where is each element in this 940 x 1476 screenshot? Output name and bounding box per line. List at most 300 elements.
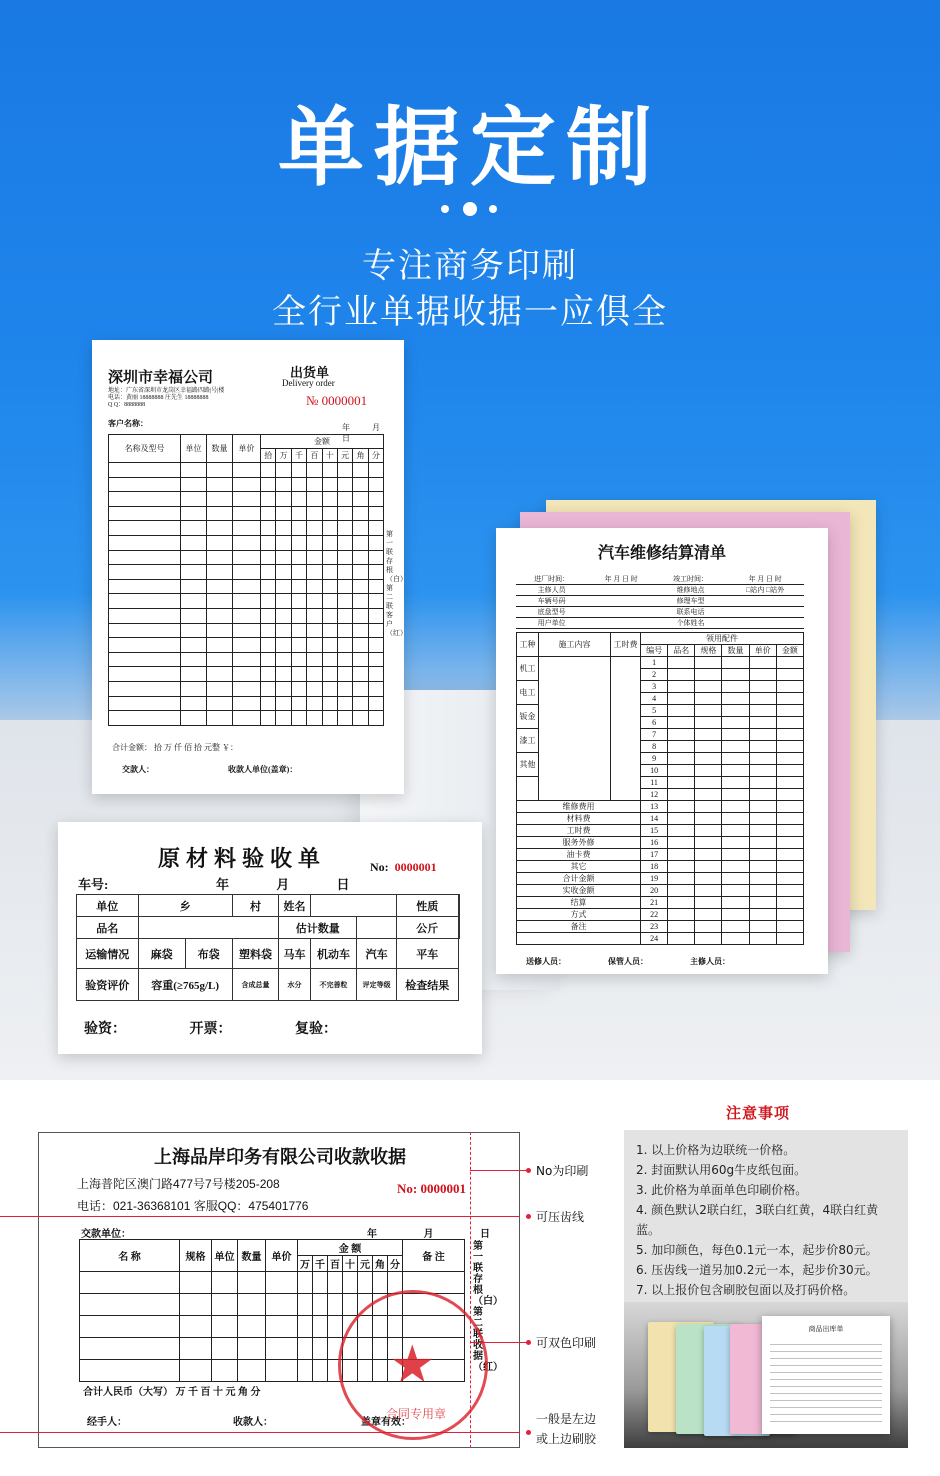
table-cell: 金额	[261, 435, 384, 449]
table-cell: 检查结果	[396, 969, 458, 1001]
date-label: 年 月 日	[216, 877, 372, 892]
star-icon: ★	[389, 1337, 436, 1394]
table-cell: 名称及型号	[109, 435, 181, 463]
table-cell	[291, 463, 306, 478]
table-cell	[109, 565, 181, 580]
table-cell: 评定等级	[357, 969, 397, 1001]
table-cell	[373, 1272, 388, 1294]
table-cell	[307, 477, 322, 492]
hero-subtitle-1: 专注商务印刷	[362, 246, 578, 286]
table-cell: 19	[641, 873, 668, 885]
table-cell	[668, 789, 695, 801]
table-cell	[207, 623, 233, 638]
car-repair-statement-sample	[496, 528, 828, 974]
table-cell	[180, 1272, 212, 1294]
table-cell	[337, 623, 352, 638]
table-cell	[109, 579, 181, 594]
number-label: No:	[370, 860, 389, 874]
notes-title: 注意事项	[726, 1104, 791, 1122]
customer-label: 交款单位：	[81, 1229, 131, 1240]
table-row	[77, 969, 460, 1001]
table-cell	[310, 895, 396, 917]
table-cell	[368, 638, 383, 653]
table-cell: 其它	[517, 861, 641, 873]
table-cell	[276, 638, 291, 653]
table-cell	[266, 1272, 298, 1294]
total-line: 合计人民币（大写） 万 千 百 十 元 角 分	[83, 1387, 261, 1398]
table-cell	[776, 717, 803, 729]
table-cell	[109, 506, 181, 521]
table-cell: 千	[313, 1256, 328, 1272]
table-cell	[337, 535, 352, 550]
table-cell	[109, 696, 181, 711]
table-cell	[368, 681, 383, 696]
material-table	[76, 894, 460, 1001]
table-cell	[722, 717, 749, 729]
table-cell	[233, 477, 261, 492]
table-cell	[207, 506, 233, 521]
table-cell	[368, 477, 383, 492]
table-cell	[695, 813, 722, 825]
table-cell: 机工	[517, 657, 539, 681]
table-cell	[353, 638, 368, 653]
table-row	[517, 897, 804, 909]
table-cell	[722, 909, 749, 921]
table-cell	[722, 753, 749, 765]
payer-label: 交款人：	[122, 765, 154, 774]
table-cell	[695, 897, 722, 909]
table-cell	[368, 506, 383, 521]
table-cell	[291, 521, 306, 536]
table-cell	[722, 741, 749, 753]
table-cell	[776, 777, 803, 789]
delivery-table	[108, 434, 384, 726]
table-cell	[337, 506, 352, 521]
table-cell	[353, 594, 368, 609]
table-cell	[337, 565, 352, 580]
table-cell	[539, 657, 611, 801]
table-cell	[368, 711, 383, 726]
table-cell	[261, 550, 276, 565]
table-cell	[776, 801, 803, 813]
table-row	[517, 633, 804, 645]
callout-dot	[526, 1168, 531, 1173]
table-cell: 姓名	[279, 895, 310, 917]
table-cell	[207, 667, 233, 682]
serial-number: No: 0000001	[397, 1181, 466, 1196]
table-cell: 主修人员	[516, 585, 587, 596]
table-cell	[668, 933, 695, 945]
table-cell: 结算	[517, 897, 641, 909]
note-item: 4. 颜色默认2联白红，3联白红黄，4联白红黄蓝。	[636, 1203, 879, 1237]
table-cell	[695, 873, 722, 885]
table-cell	[337, 667, 352, 682]
table-cell	[668, 765, 695, 777]
table-cell	[695, 669, 722, 681]
table-cell: 20	[641, 885, 668, 897]
table-cell	[233, 681, 261, 696]
table-cell	[322, 477, 337, 492]
table-cell: 其他	[517, 753, 539, 777]
table-cell: 备注	[517, 921, 641, 933]
table-cell	[291, 565, 306, 580]
table-cell	[261, 638, 276, 653]
table-cell	[776, 741, 803, 753]
table-cell: 电工	[517, 681, 539, 705]
table-cell	[337, 463, 352, 478]
table-cell	[722, 729, 749, 741]
note-item: 6. 压齿线一道另加0.2元一本，起步价30元。	[636, 1263, 878, 1277]
note-item: 3. 此价格为单面单色印刷价格。	[636, 1183, 808, 1197]
serial-number	[370, 860, 437, 875]
table-cell	[353, 550, 368, 565]
table-cell	[298, 1294, 313, 1316]
table-cell: 进厂时间：	[516, 574, 587, 585]
table-cell	[307, 463, 322, 478]
form-title: 出货单	[290, 365, 330, 380]
table-cell	[322, 565, 337, 580]
table-row	[516, 574, 804, 585]
table-cell	[266, 1316, 298, 1338]
table-cell	[291, 594, 306, 609]
table-cell	[233, 506, 261, 521]
table-cell: 单价	[749, 645, 776, 657]
table-cell	[749, 693, 776, 705]
table-cell: 10	[641, 765, 668, 777]
table-cell	[322, 535, 337, 550]
table-cell	[328, 1316, 343, 1338]
table-cell	[313, 1338, 328, 1360]
table-cell: 24	[641, 933, 668, 945]
table-row	[516, 607, 804, 618]
table-cell	[80, 1338, 180, 1360]
table-cell	[322, 638, 337, 653]
table-cell: 名 称	[80, 1240, 180, 1272]
table-cell	[238, 1294, 266, 1316]
table-cell	[291, 535, 306, 550]
table-cell	[291, 506, 306, 521]
callout-dot	[526, 1430, 531, 1435]
table-cell	[749, 921, 776, 933]
table-cell	[276, 463, 291, 478]
company-name: 深圳市幸福公司	[108, 370, 214, 386]
table-cell	[109, 492, 181, 507]
repair-body-table	[516, 632, 804, 945]
table-cell	[181, 521, 207, 536]
table-cell: 15	[641, 825, 668, 837]
table-cell	[207, 608, 233, 623]
table-cell	[722, 705, 749, 717]
table-cell	[307, 579, 322, 594]
table-cell	[749, 657, 776, 669]
table-cell	[722, 837, 749, 849]
table-cell	[322, 681, 337, 696]
table-cell: 工种	[517, 633, 539, 657]
table-cell: 分	[388, 1256, 403, 1272]
table-cell: 规格	[695, 645, 722, 657]
front-form-title: 商品出库单	[808, 1325, 844, 1333]
table-cell	[276, 652, 291, 667]
table-cell	[109, 535, 181, 550]
table-cell	[368, 696, 383, 711]
note-item: 2. 封面默认用60g牛皮纸包面。	[636, 1163, 807, 1177]
table-cell	[238, 1360, 266, 1382]
table-cell	[668, 705, 695, 717]
table-cell	[722, 849, 749, 861]
table-cell	[207, 652, 233, 667]
table-cell	[353, 477, 368, 492]
table-cell	[353, 521, 368, 536]
table-cell: 角	[373, 1256, 388, 1272]
table-cell	[261, 711, 276, 726]
callout-leader	[470, 1170, 528, 1171]
table-cell	[181, 535, 207, 550]
table-cell: 拾	[261, 449, 276, 463]
table-cell: 千	[291, 449, 306, 463]
table-cell	[266, 1360, 298, 1382]
table-cell	[749, 753, 776, 765]
table-cell	[261, 579, 276, 594]
table-cell	[207, 594, 233, 609]
table-cell: 麻袋	[138, 939, 185, 969]
table-cell: 16	[641, 837, 668, 849]
table-cell	[307, 681, 322, 696]
table-cell	[353, 652, 368, 667]
table-cell: 修理车型	[655, 596, 726, 607]
table-cell	[695, 657, 722, 669]
address-line: Q Q：8888888	[108, 402, 146, 408]
table-cell	[517, 933, 641, 945]
table-cell: □站内 □站外	[726, 585, 804, 596]
table-cell	[207, 463, 233, 478]
table-cell	[368, 463, 383, 478]
copy-side-text: 第一联存根（白）第二联收据（红）	[473, 1241, 503, 1373]
table-cell	[307, 652, 322, 667]
table-cell	[353, 696, 368, 711]
table-cell	[668, 801, 695, 813]
table-row	[517, 657, 804, 669]
table-cell	[587, 585, 655, 596]
table-cell	[776, 921, 803, 933]
table-cell	[368, 492, 383, 507]
table-cell: 规格	[180, 1240, 212, 1272]
table-cell: 14	[641, 813, 668, 825]
table-cell	[207, 638, 233, 653]
table-cell	[261, 623, 276, 638]
table-cell	[181, 477, 207, 492]
table-cell	[322, 463, 337, 478]
table-cell	[337, 652, 352, 667]
table-cell	[722, 897, 749, 909]
table-cell	[749, 837, 776, 849]
table-cell	[298, 1338, 313, 1360]
receipt-phone: 电话：021-36368101 客服QQ：475401776	[77, 1199, 309, 1213]
table-cell	[322, 594, 337, 609]
table-cell: 维修地点	[655, 585, 726, 596]
table-cell	[695, 909, 722, 921]
table-cell: 5	[641, 705, 668, 717]
table-cell	[291, 652, 306, 667]
table-cell: 用户单位	[516, 618, 587, 629]
table-cell	[109, 652, 181, 667]
table-row	[109, 623, 384, 638]
pager-dots	[441, 200, 501, 218]
table-cell	[291, 681, 306, 696]
table-cell	[233, 608, 261, 623]
table-row	[517, 837, 804, 849]
table-cell: 十	[322, 449, 337, 463]
table-cell	[776, 861, 803, 873]
callout-dot	[526, 1214, 531, 1219]
table-cell	[207, 711, 233, 726]
table-cell	[695, 765, 722, 777]
table-row	[517, 933, 804, 945]
table-cell	[668, 717, 695, 729]
table-cell	[337, 711, 352, 726]
table-cell	[307, 565, 322, 580]
callout-leader	[470, 1342, 528, 1343]
table-cell	[695, 705, 722, 717]
table-cell	[343, 1272, 358, 1294]
table-cell	[695, 885, 722, 897]
table-cell	[353, 506, 368, 521]
table-cell	[353, 608, 368, 623]
car-number-label: 车号:	[78, 877, 109, 892]
table-cell	[337, 477, 352, 492]
table-cell: 2	[641, 669, 668, 681]
table-cell: 服务外修	[517, 837, 641, 849]
table-cell: 乡	[138, 895, 232, 917]
table-cell	[181, 638, 207, 653]
table-cell	[749, 801, 776, 813]
table-cell	[276, 506, 291, 521]
table-cell	[276, 623, 291, 638]
table-cell	[722, 681, 749, 693]
table-cell	[233, 463, 261, 478]
table-cell	[776, 849, 803, 861]
table-cell	[207, 565, 233, 580]
table-cell	[212, 1360, 238, 1382]
table-cell	[322, 550, 337, 565]
table-cell	[776, 705, 803, 717]
table-cell	[368, 579, 383, 594]
serial-number: № 0000001	[306, 393, 368, 408]
table-cell	[212, 1338, 238, 1360]
table-cell	[181, 565, 207, 580]
table-cell: 方式	[517, 909, 641, 921]
table-cell	[322, 492, 337, 507]
table-cell	[233, 492, 261, 507]
table-cell	[668, 741, 695, 753]
table-cell	[109, 463, 181, 478]
table-cell: 性质	[396, 895, 458, 917]
table-cell	[337, 521, 352, 536]
table-cell: 数量	[238, 1240, 266, 1272]
table-cell	[695, 849, 722, 861]
table-cell	[353, 623, 368, 638]
table-cell: 塑料袋	[232, 939, 279, 969]
table-cell	[749, 873, 776, 885]
table-cell: 底盘型号	[516, 607, 587, 618]
table-cell	[357, 917, 397, 939]
table-cell: 元	[358, 1256, 373, 1272]
table-cell	[233, 638, 261, 653]
table-row	[517, 861, 804, 873]
table-cell	[181, 623, 207, 638]
table-cell	[233, 550, 261, 565]
note-item: 7. 以上报价包含刷胶包面以及打码价格。	[636, 1283, 856, 1297]
table-row	[109, 652, 384, 667]
table-cell: 数量	[722, 645, 749, 657]
table-cell	[353, 681, 368, 696]
table-cell	[261, 608, 276, 623]
table-row	[77, 917, 460, 939]
company-address	[108, 388, 258, 409]
perforation-guide-line	[0, 1216, 520, 1217]
address-line: 地址：广东省深圳市龙岗区幸福路四路|号|楼	[108, 388, 225, 394]
callout-dot	[526, 1340, 531, 1345]
table-cell: 4	[641, 693, 668, 705]
table-cell	[328, 1272, 343, 1294]
table-cell: 金额	[776, 645, 803, 657]
callout-glue-2: 或上边刷胶	[536, 1432, 597, 1446]
table-cell: 单价	[266, 1240, 298, 1272]
table-cell	[368, 535, 383, 550]
table-cell	[307, 638, 322, 653]
table-cell: 23	[641, 921, 668, 933]
callout-glue-1: 一般是左边	[536, 1412, 597, 1426]
table-cell: 施工内容	[539, 633, 611, 657]
table-cell	[181, 579, 207, 594]
table-cell	[276, 565, 291, 580]
table-cell: 马车	[279, 939, 310, 969]
table-cell	[233, 623, 261, 638]
table-cell	[322, 652, 337, 667]
table-cell	[261, 521, 276, 536]
table-cell: 平车	[396, 939, 458, 969]
table-cell	[261, 681, 276, 696]
table-cell	[233, 696, 261, 711]
seal-text: 合同专用章	[385, 1407, 446, 1421]
form-title: 汽车维修结算清单	[597, 545, 726, 562]
hero-title: 单据定制	[278, 98, 662, 198]
table-row	[517, 813, 804, 825]
table-cell	[276, 696, 291, 711]
table-row	[109, 492, 384, 507]
table-cell	[695, 801, 722, 813]
customer-label: 客户名称：	[108, 419, 148, 428]
table-row	[109, 681, 384, 696]
table-cell	[313, 1316, 328, 1338]
table-cell	[276, 667, 291, 682]
table-cell	[307, 711, 322, 726]
table-row	[517, 801, 804, 813]
table-cell: 工时费	[517, 825, 641, 837]
table-cell	[695, 861, 722, 873]
table-cell	[291, 696, 306, 711]
table-cell	[749, 765, 776, 777]
table-cell	[233, 594, 261, 609]
table-cell	[307, 623, 322, 638]
table-cell: 年 月 日 时	[587, 574, 655, 585]
repair-header-table	[516, 574, 804, 629]
table-cell	[109, 638, 181, 653]
table-cell: 竣工时间：	[655, 574, 726, 585]
table-cell	[80, 1360, 180, 1382]
table-cell	[180, 1316, 212, 1338]
table-cell	[138, 917, 279, 939]
table-cell	[207, 477, 233, 492]
